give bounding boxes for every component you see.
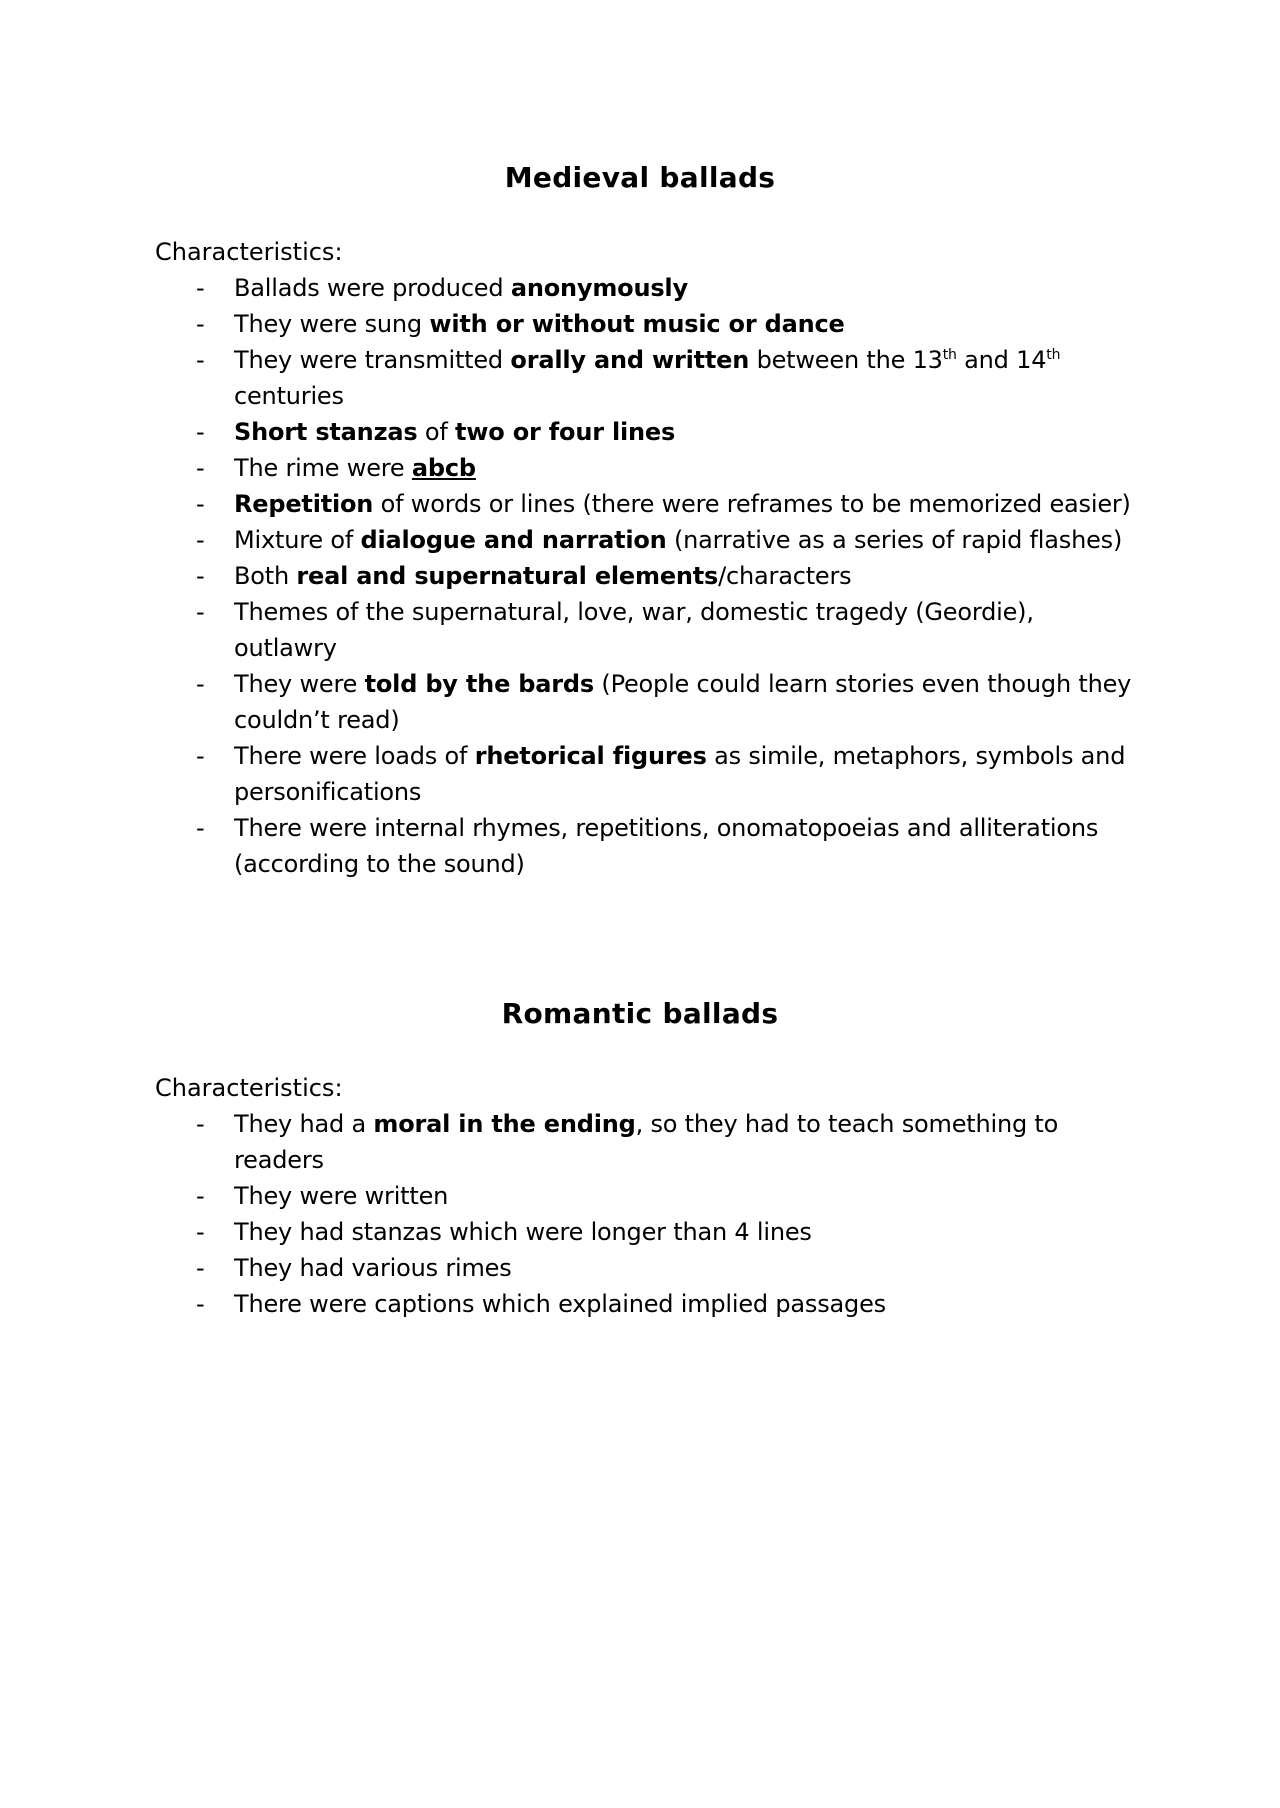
item-text: They had a — [234, 1110, 374, 1138]
bold-text: rhetorical figures — [474, 742, 707, 770]
medieval-characteristics-list — [0, 270, 1280, 882]
item-text: Ballads were produced — [234, 274, 511, 302]
bold-text: dialogue and narration — [360, 526, 667, 554]
item-text: Both — [234, 562, 297, 590]
item-text: of words or lines (there were reframes to be memorized easier) — [373, 490, 1131, 518]
bullet-dash: - — [196, 1218, 205, 1246]
list-item — [0, 1250, 1280, 1286]
bullet-dash: - — [196, 1110, 205, 1138]
item-text: /characters — [718, 562, 852, 590]
bullet-dash: - — [196, 670, 205, 698]
item-text: The rime were — [234, 454, 412, 482]
bold-text: with or without music or dance — [429, 310, 845, 338]
bold-text: two or four lines — [455, 418, 676, 446]
item-text: There were internal rhymes, repetitions, onomatopoeias and alliterations (according to the sound) — [234, 814, 1099, 878]
item-text: as simile, metaphors, symbols and personifications — [234, 742, 1126, 806]
list-item — [0, 486, 1280, 522]
item-text: They were transmitted — [234, 346, 511, 374]
item-text: There were loads of — [234, 742, 475, 770]
bullet-dash: - — [196, 418, 205, 446]
bullet-dash: - — [196, 1182, 205, 1210]
romantic-section — [0, 996, 1280, 1318]
item-text: (People could learn stories even though they couldn’t read) — [234, 670, 1132, 734]
list-item — [0, 450, 1280, 486]
item-text: They had various rimes — [234, 1254, 512, 1282]
bold-text: anonymously — [510, 274, 688, 302]
bullet-dash: - — [196, 526, 205, 554]
bold-text: abcb — [411, 454, 476, 482]
bullet-dash: - — [196, 1290, 205, 1318]
bullet-dash: - — [196, 562, 205, 590]
list-item — [0, 1178, 1280, 1214]
bold-text: told by the bards — [364, 670, 594, 698]
medieval-characteristics-label: Characteristics: — [155, 238, 343, 266]
bullet-dash: - — [196, 742, 205, 770]
list-item — [0, 306, 1280, 342]
item-text: They were written — [234, 1182, 449, 1210]
item-text: between the 13 — [749, 346, 943, 374]
bullet-dash: - — [196, 274, 205, 302]
list-item — [0, 1214, 1280, 1250]
item-text: , so they had to teach something to readers — [234, 1110, 1059, 1174]
item-text: They were sung — [234, 310, 430, 338]
list-item — [0, 270, 1280, 306]
item-text: and 14 — [956, 346, 1047, 374]
romantic-characteristics-list — [0, 1106, 1280, 1322]
item-text: centuries — [234, 382, 344, 410]
list-item — [0, 414, 1280, 450]
bold-text: moral in the ending — [373, 1110, 636, 1138]
item-text: They had stanzas which were longer than 4 lines — [234, 1218, 812, 1246]
item-text: Mixture of — [234, 526, 361, 554]
bold-text: Short stanzas — [234, 418, 418, 446]
list-item — [0, 594, 1280, 666]
bullet-dash: - — [196, 1254, 205, 1282]
list-item — [0, 810, 1280, 882]
list-item — [0, 1106, 1280, 1178]
bold-text: Repetition — [234, 490, 374, 518]
list-item — [0, 558, 1280, 594]
medieval-heading: Medieval ballads — [504, 161, 776, 194]
medieval-section — [0, 160, 1280, 878]
list-item — [0, 342, 1280, 414]
romantic-heading: Romantic ballads — [501, 997, 779, 1030]
item-text: Themes of the supernatural, love, war, domestic tragedy (Geordie), outlawry — [234, 598, 1034, 662]
superscript-text: th — [942, 347, 957, 363]
bold-text: orally and written — [510, 346, 750, 374]
item-text: They were — [234, 670, 365, 698]
list-item — [0, 522, 1280, 558]
list-item — [0, 1286, 1280, 1322]
list-item — [0, 738, 1280, 810]
romantic-characteristics-label: Characteristics: — [155, 1074, 343, 1102]
bullet-dash: - — [196, 346, 205, 374]
bullet-dash: - — [196, 814, 205, 842]
bullet-dash: - — [196, 598, 205, 626]
bullet-dash: - — [196, 310, 205, 338]
bullet-dash: - — [196, 490, 205, 518]
list-item — [0, 666, 1280, 738]
superscript-text: th — [1046, 347, 1061, 363]
bullet-dash: - — [196, 454, 205, 482]
item-text: of — [417, 418, 456, 446]
item-text: There were captions which explained implied passages — [234, 1290, 886, 1318]
item-text: (narrative as a series of rapid flashes) — [666, 526, 1123, 554]
bold-text: real and supernatural elements — [296, 562, 719, 590]
